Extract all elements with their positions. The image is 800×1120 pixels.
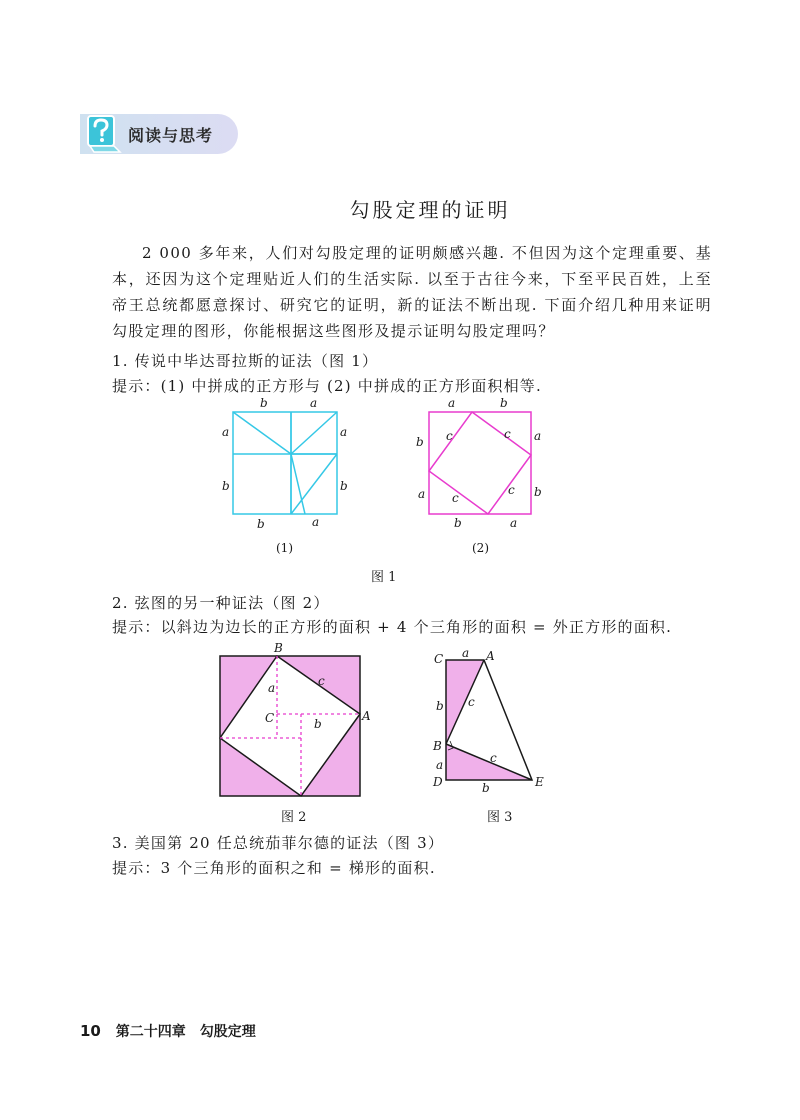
- fig3-label-a-left: a: [436, 758, 444, 772]
- fig3-label-b-left: b: [436, 699, 444, 713]
- fig3-label-c-lower: c: [490, 751, 497, 765]
- fig1-1-label-left-a: a: [222, 425, 230, 439]
- fig1-2-label-c-4: c: [508, 483, 515, 497]
- fig2-label-a: a: [268, 681, 276, 695]
- fig2-label-b: b: [314, 717, 322, 731]
- figure-2-caption: 图 2: [281, 810, 307, 825]
- figure-1-part-1-caption: (1): [276, 541, 293, 555]
- figure-3: [420, 640, 560, 800]
- fig1-2-label-top-b: b: [500, 396, 508, 410]
- item-2-heading: 2. 弦图的另一种证法（图 2）: [112, 594, 330, 612]
- item-1-hint: 提示：(1) 中拼成的正方形与 (2) 中拼成的正方形面积相等.: [112, 377, 542, 395]
- figure-1-part-2-caption: (2): [472, 541, 489, 555]
- fig3-label-c-upper: c: [468, 695, 475, 709]
- question-book-icon: [84, 112, 124, 154]
- page-title: 勾股定理的证明: [349, 198, 511, 222]
- fig1-2-label-bottom-b: b: [454, 516, 462, 530]
- figure-1-caption: 图 1: [371, 570, 397, 585]
- fig2-label-A: A: [362, 709, 371, 723]
- item-1-heading: 1. 传说中毕达哥拉斯的证法（图 1）: [112, 352, 379, 370]
- fig1-2-label-bottom-a: a: [510, 516, 518, 530]
- fig1-1-label-bottom-a: a: [312, 515, 320, 529]
- fig1-2-label-c-3: c: [452, 491, 459, 505]
- fig3-label-E: E: [535, 775, 544, 789]
- fig1-2-label-left-a: a: [418, 487, 426, 501]
- chapter-title: 第二十四章 勾股定理: [115, 1024, 256, 1040]
- section-banner-label: 阅读与思考: [128, 126, 214, 145]
- fig2-label-c: c: [318, 674, 325, 688]
- fig1-2-label-right-b: b: [534, 485, 542, 499]
- fig1-2-label-top-a: a: [448, 396, 456, 410]
- fig3-label-b-bottom: b: [482, 781, 490, 795]
- figure-3-caption: 图 3: [487, 810, 513, 825]
- item-3-heading: 3. 美国第 20 任总统茄菲尔德的证法（图 3）: [112, 834, 445, 852]
- fig3-label-A: A: [486, 649, 495, 663]
- fig3-label-a-top: a: [462, 646, 470, 660]
- fig2-label-C: C: [265, 711, 275, 725]
- fig2-label-B: B: [274, 641, 283, 655]
- fig1-2-label-left-b: b: [416, 435, 424, 449]
- fig3-label-C: C: [434, 652, 444, 666]
- figure-1-part-1: [212, 396, 358, 532]
- fig1-2-label-c-1: c: [446, 429, 453, 443]
- fig1-1-label-left-b: b: [222, 479, 230, 493]
- item-3-hint: 提示：3 个三角形的面积之和 = 梯形的面积.: [112, 859, 436, 877]
- fig3-label-B: B: [433, 739, 442, 753]
- fig1-2-label-right-a: a: [534, 429, 542, 443]
- fig1-1-label-top-b: b: [260, 396, 268, 410]
- fig1-1-label-right-b: b: [340, 479, 348, 493]
- fig1-1-label-right-a: a: [340, 425, 348, 439]
- fig1-1-label-top-a: a: [310, 396, 318, 410]
- fig1-2-label-c-2: c: [504, 427, 511, 441]
- figure-2: [210, 640, 380, 800]
- fig1-1-label-bottom-b: b: [257, 517, 265, 531]
- page-number: 10: [80, 1022, 101, 1040]
- figure-1-part-2: [412, 396, 552, 532]
- item-2-hint: 提示：以斜边为边长的正方形的面积 + 4 个三角形的面积 = 外正方形的面积.: [112, 618, 673, 636]
- fig3-label-D: D: [433, 775, 443, 789]
- intro-paragraph: 2 000 多年来，人们对勾股定理的证明颇感兴趣. 不但因为这个定理重要、基本，还因为这个定理贴近人们的生活实际. 以至于古往今来，下至平民百姓，上至帝王总统都愿意探讨、研究它的证明，新的证法不断出现. 下面介绍几种用来证明勾股定理的图形，你能根据这些图形及提示证明勾股定理吗？: [112, 244, 712, 340]
- page-footer: [80, 1021, 256, 1041]
